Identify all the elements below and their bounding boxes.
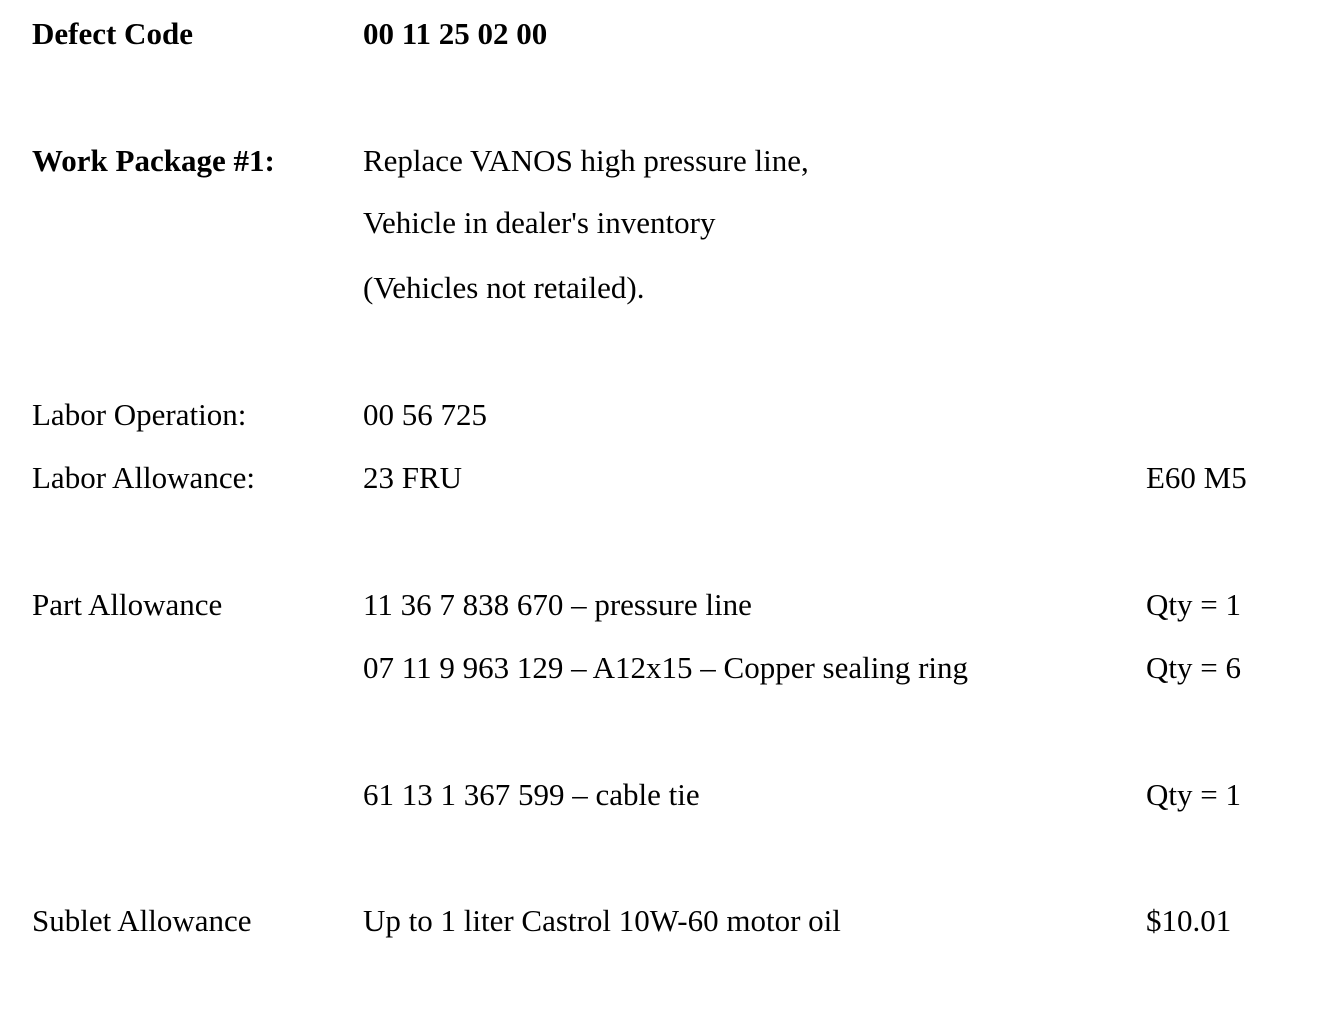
part-quantity: Qty = 6 [1146, 650, 1241, 685]
labor-allowance-value: 23 FRU [363, 460, 463, 495]
part-description: 61 13 1 367 599 – cable tie [363, 777, 700, 812]
part-quantity: Qty = 1 [1146, 777, 1241, 812]
defect-code-label: Defect Code [32, 16, 193, 51]
labor-operation-value: 00 56 725 [363, 397, 487, 432]
sublet-amount: $10.01 [1146, 903, 1232, 938]
part-quantity: Qty = 1 [1146, 587, 1241, 622]
sublet-description: Up to 1 liter Castrol 10W-60 motor oil [363, 903, 841, 938]
part-description: 07 11 9 963 129 – A12x15 – Copper sealing ring [363, 650, 969, 685]
labor-operation-label: Labor Operation: [32, 397, 247, 432]
work-package-label: Work Package #1: [32, 143, 275, 178]
labor-allowance-label: Labor Allowance: [32, 460, 255, 495]
sublet-allowance-label: Sublet Allowance [32, 903, 252, 938]
work-package-line: Vehicle in dealer's inventory [363, 205, 716, 240]
defect-code-value: 00 11 25 02 00 [363, 16, 548, 51]
part-description: 11 36 7 838 670 – pressure line [363, 587, 752, 622]
part-allowance-label: Part Allowance [32, 587, 223, 622]
work-package-line: Replace VANOS high pressure line, [363, 143, 809, 178]
vehicle-model: E60 M5 [1146, 460, 1247, 495]
work-package-line: (Vehicles not retailed). [363, 270, 645, 305]
